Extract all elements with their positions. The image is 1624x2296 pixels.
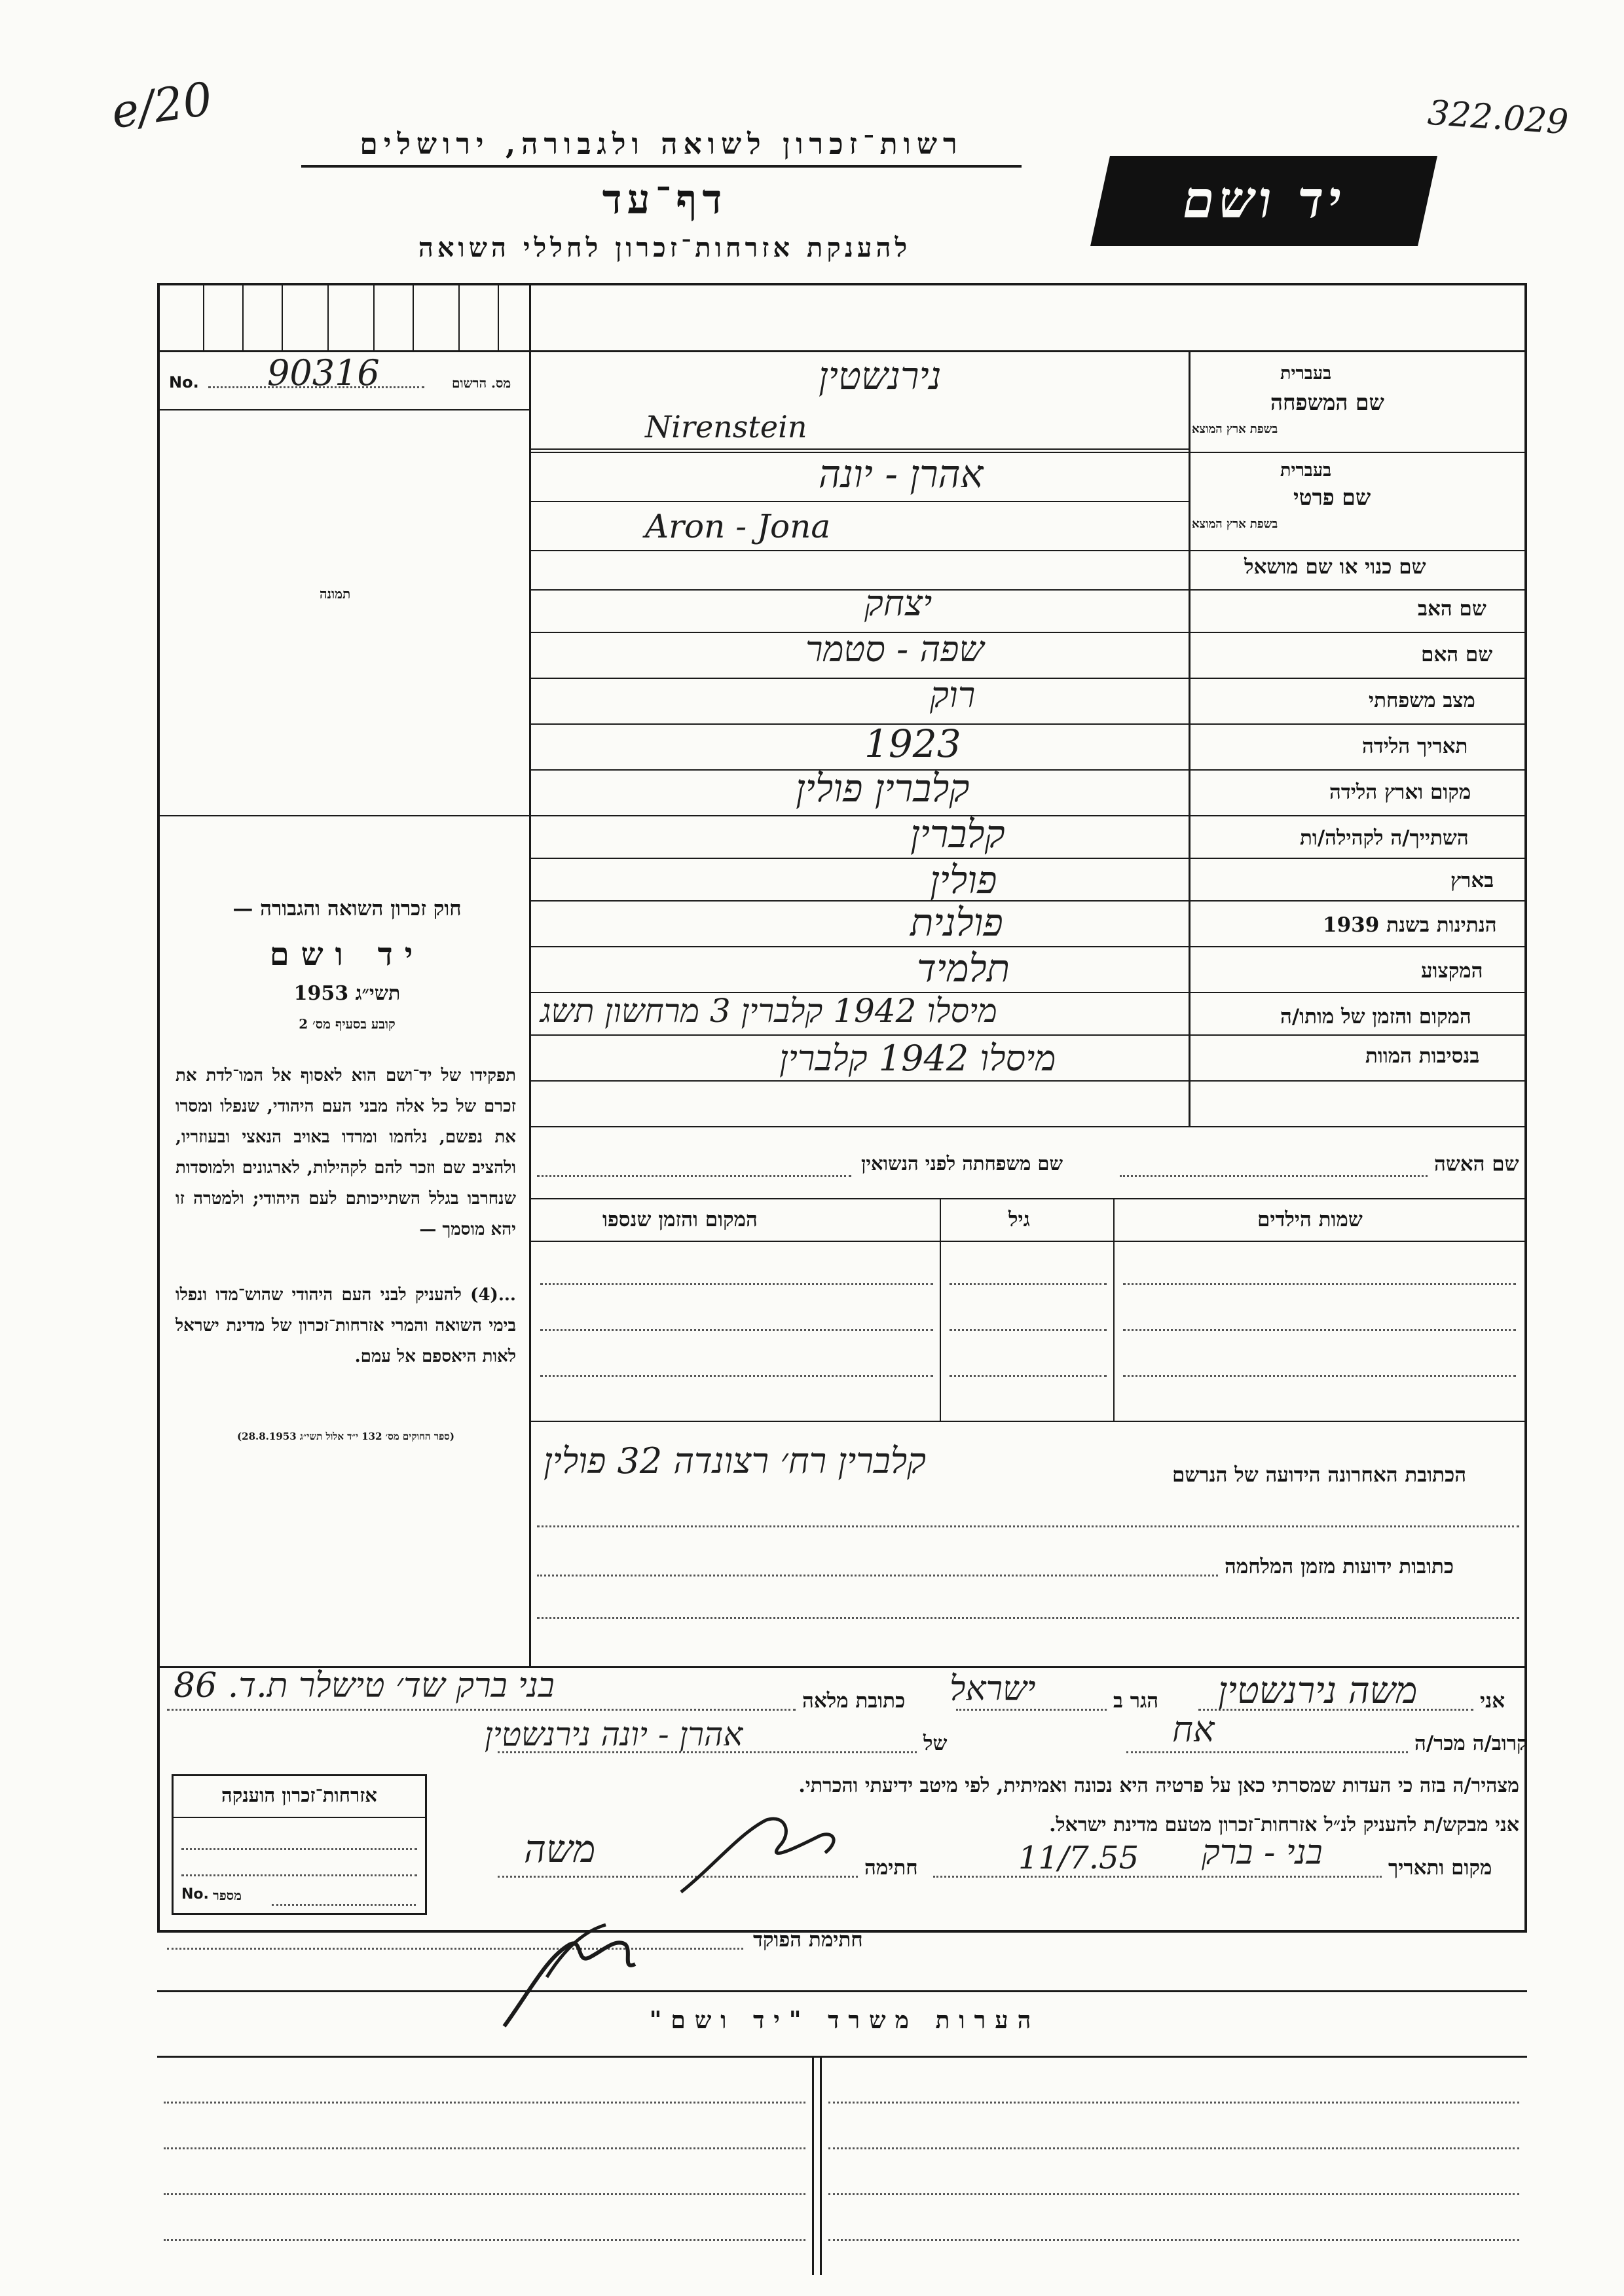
- birth-date-label: תאריך הלידה: [1362, 735, 1468, 758]
- family-name-hebrew-label: בעברית: [1280, 363, 1332, 384]
- father-value: יצחק: [864, 583, 932, 624]
- law-clause: קובע בסעיף מס׳ 2: [299, 1016, 396, 1032]
- declaration-text: מצהיר/ה בזה כי העדות שמסרתי כאן על פרטיה היא נכונה ואמיתית, לפי מיטב ידיעתי והכרתי.: [798, 1774, 1519, 1797]
- death-circumstances-value: מיסלו 1942 קלברין: [779, 1038, 1056, 1079]
- family-name-hebrew: נירנשטין: [819, 354, 942, 398]
- declarant-place: בני - ברק: [1202, 1833, 1323, 1872]
- form-subtitle: להענקת אזרחות־זכרון לחללי השואה: [418, 232, 912, 263]
- death-circumstances-label: בנסיבות המוות: [1365, 1044, 1480, 1068]
- declarant-of-label: של: [923, 1732, 948, 1755]
- last-address-label: הכתובת האחרונה הידועה של הנרשם: [1172, 1463, 1467, 1487]
- declarant-city: ישראל: [950, 1669, 1036, 1709]
- office-notes-title: הערות משרד "יד ושם": [649, 2007, 1041, 2034]
- marital-status-label: מצב משפחתי: [1369, 689, 1475, 712]
- form-title: דף־עד: [602, 175, 728, 223]
- law-paragraph-1: תפקידו של יד־ושם הוא לאסוף אל המו־לדת את זכרם של כל אלה מבני העם היהודי, שנפלו ומסרו את נפשם, נלחמו ומרדו באויב הנאצי ובעוזריו, ולהציב שם וזכר להם לקהילות, לארגונים ולמוסדות שנחרבו בגלל השתייכותם לעם היהודי; ולמטרה זו יהא מוסמך —: [175, 1066, 516, 1239]
- birth-place-value: קלברין פולין: [796, 766, 970, 811]
- citizenship-label: הנתינות בשנת 1939: [1323, 913, 1497, 937]
- mother-label: שם האם: [1421, 643, 1493, 666]
- citizenship-value: פולנית: [910, 900, 1003, 945]
- country-label: בארץ: [1450, 869, 1494, 892]
- yad-vashem-logo: [1090, 156, 1437, 246]
- first-name-hebrew: אהרן - יונה: [819, 452, 984, 496]
- first-name-origin: Aron - Jona: [645, 507, 831, 545]
- law-year: תשי״ג 1953: [293, 982, 401, 1005]
- authority-name: רשות־זכרון לשואה ולגבורה, ירושלים: [360, 128, 963, 161]
- request-text: אני מבקש/ת להעניק לנ״ל אזרחות־זכרון מטעם מדינת ישראל.: [1049, 1813, 1519, 1836]
- declarant-of-name: אהרן - יונה נירנשטין: [485, 1715, 743, 1753]
- law-title: חוק זכרון השואה והגבורה —: [232, 897, 462, 920]
- law-name: יד ושם: [269, 936, 425, 973]
- margin-note-left: e/20: [108, 71, 216, 139]
- birth-date-value: 1923: [864, 721, 961, 766]
- citizenship-granted-box: [172, 1774, 427, 1915]
- father-label: שם האב: [1418, 597, 1486, 621]
- citizenship-box-no-label: No.: [181, 1886, 209, 1903]
- declarant-address: בני ברק שד׳ טישלר ת.ד. 86: [174, 1666, 555, 1705]
- declarant-i-label: אני: [1480, 1689, 1505, 1713]
- citizenship-box-number-label: מספר: [213, 1887, 242, 1903]
- signature-label: חתימה: [864, 1856, 918, 1880]
- declarant-name: משה נירנשטין: [1218, 1669, 1418, 1712]
- place-date-label: מקום ותאריך: [1388, 1856, 1492, 1880]
- country-value: פולין: [930, 858, 997, 902]
- profession-value: תלמיד: [917, 946, 1010, 991]
- birth-place-label: מקום וארץ הלידה: [1329, 780, 1471, 804]
- children-age-header: גיל: [1008, 1208, 1030, 1231]
- logo-text: יד ושם: [1183, 170, 1345, 230]
- last-address-value: קלברין רח׳ רצונדה 32 פולין: [544, 1440, 926, 1482]
- community-label: השתייך/ה לקהילה/ות: [1300, 826, 1469, 850]
- death-place-value: מיסלו 1942 קלברין 3 מרחשון תשג: [540, 992, 997, 1030]
- nickname-label: שם כנוי או שם מושאל: [1244, 555, 1426, 579]
- death-place-label: המקום והזמן של מותו/ה: [1280, 1005, 1471, 1029]
- first-name-label: שם פרטי: [1293, 484, 1371, 510]
- citizenship-box-title: אזרחות־זכרון הוענקה: [221, 1784, 377, 1806]
- family-name-origin-label: בשפת ארץ המוצא: [1192, 422, 1278, 436]
- marital-status-value: רוק: [930, 674, 976, 716]
- first-name-origin-label: בשפת ארץ המוצא: [1192, 517, 1278, 531]
- declarant-relation-label: קרוב/ה מכר/ה: [1414, 1732, 1528, 1755]
- registration-no-label: No.: [169, 373, 199, 392]
- registration-number: 90316: [267, 352, 380, 393]
- photo-label: תמונה: [320, 586, 351, 602]
- law-paragraph-2: ...(4) להעניק לבני העם היהודי שהוש־מדו ונפלו בימי השואה והמרי אזרחות־זכרון של מדינת ישראל לאות היאספם אל עמם.: [175, 1285, 516, 1366]
- declarant-relation: אח: [1172, 1709, 1215, 1750]
- registration-label: מס. הרשום: [452, 375, 511, 391]
- wife-label: שם האשה: [1434, 1152, 1519, 1176]
- declarant-address-label: כתובת מלאה: [802, 1689, 906, 1713]
- children-place-header: המקום והזמן שנספו: [602, 1208, 758, 1231]
- law-citation: (ספר החוקים מס׳ 132 י״ד אלול תשי״ג 28.8.1953): [237, 1430, 454, 1442]
- profession-label: המקצוע: [1421, 959, 1483, 983]
- margin-note-right: 322.029: [1426, 93, 1570, 143]
- signature-scrawl-icon: [655, 1807, 851, 1912]
- first-name-hebrew-label: בעברית: [1280, 460, 1332, 481]
- community-value: קלברין: [910, 812, 1005, 856]
- declarant-lives-label: הגר ב: [1113, 1689, 1159, 1713]
- declarant-signature: משה: [524, 1827, 596, 1871]
- officer-signature-label: חתימת הפוקד: [753, 1928, 863, 1952]
- war-address-label: כתובות ידועות מזמן המלחמה: [1225, 1555, 1454, 1578]
- children-names-header: שמות הילדים: [1257, 1208, 1363, 1231]
- family-name-label: שם המשפחה: [1270, 390, 1384, 415]
- family-name-origin: Nirenstein: [645, 409, 807, 445]
- mother-value: שפה - סטמר: [805, 629, 984, 670]
- wife-maiden-label: שם משפחתה לפני הנשואין: [861, 1152, 1063, 1175]
- declarant-date: 11/7.55: [1018, 1840, 1139, 1876]
